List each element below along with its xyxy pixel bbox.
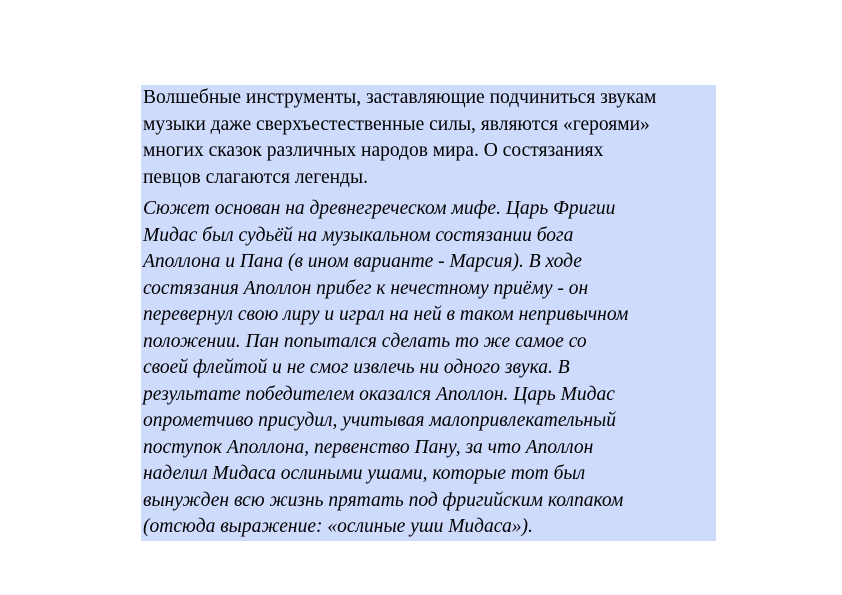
text-box xyxy=(141,85,716,541)
intro-paragraph: Волшебные инструменты, заставляющие подчиниться звукам музыки даже сверхъестественные силы, являются «героями» многих сказок различных народов мира. О состязаниях певцов слагаются легенды. xyxy=(143,87,657,188)
story-paragraph: Сюжет основан на древнегреческом мифе. Царь Фригии Мидас был судьёй на музыкальном состязании бога Аполлона и Пана (в ином варианте - Марсия). В ходе состязания Аполлон прибег к нечестному приёму - он перевернул свою лиру и играл на ней в таком непривычном положении. Пан попытался сделать то же самое со своей флейтой и не смог извлечь ни одного звука. В результате победителем оказался Аполлон. Царь Мидас опрометчиво присудил, учитывая малопривлекательный поступок Аполлона, первенство Пану, за что Аполлон наделил Мидаса ослиными ушами, которые тот был вынужден всю жизнь прятать под фригийским колпаком (отсюда выражение: «ослиные уши Мидаса»). xyxy=(143,198,629,537)
